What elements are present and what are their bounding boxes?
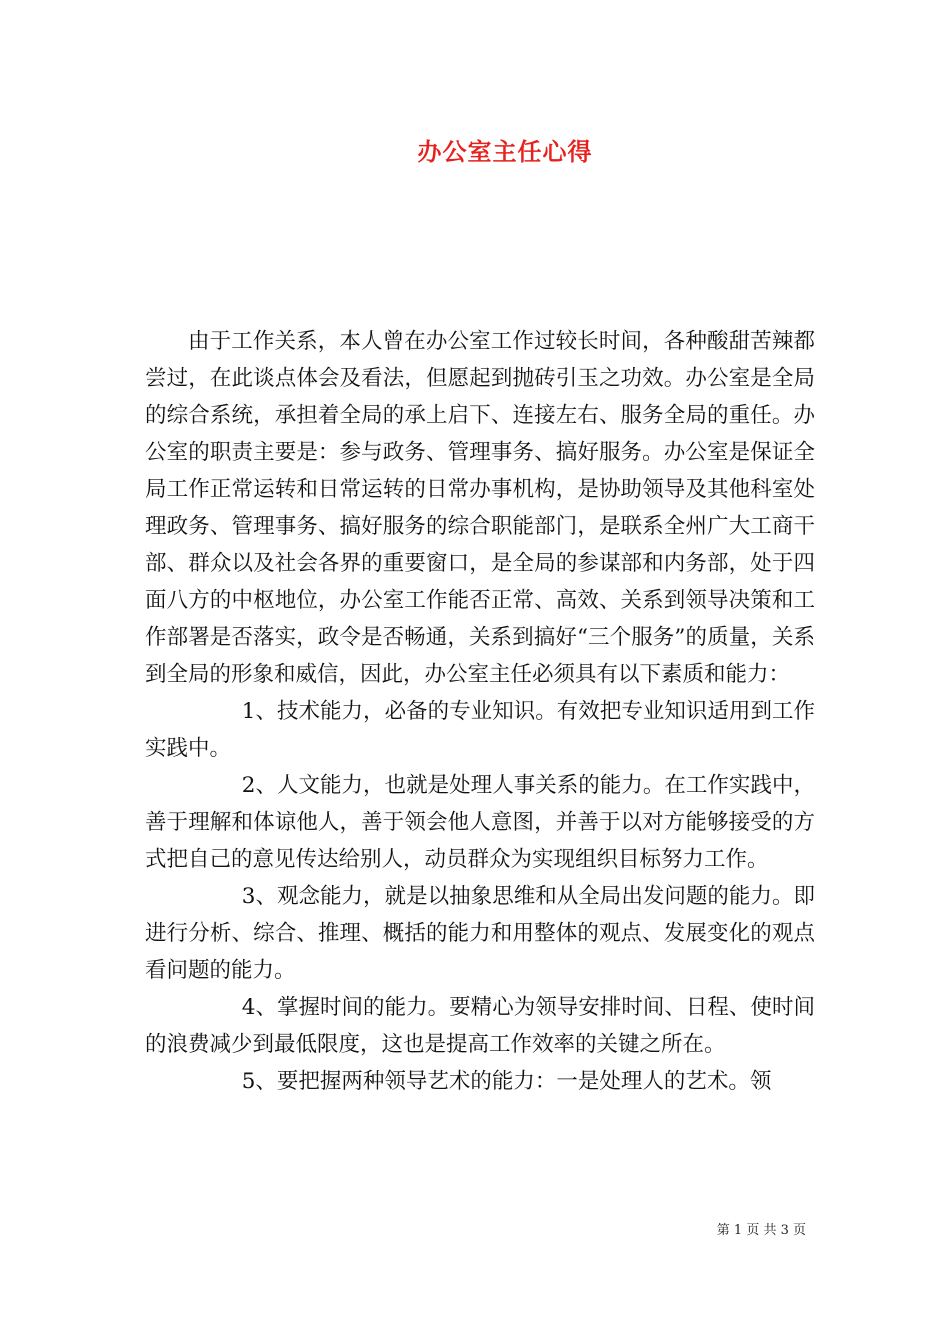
paragraph-item-5: 5、要把握两种领导艺术的能力：一是处理人的艺术。领	[241, 1069, 772, 1094]
page-title: 办公室主任心得	[417, 137, 593, 166]
paragraph-item-4: 4、掌握时间的能力。要精心为领导安排时间、日程、使时间的浪费减少到最低限度，这也是提高工作效率的关键之所在。	[145, 995, 815, 1057]
paragraph-intro: 由于工作关系，本人曾在办公室工作过较长时间，各种酸甜苦辣都尝过，在此谈点体会及看法，但愿起到抛砖引玉之功效。办公室是全局的综合系统，承担着全局的承上启下、连接左右、服务全局的重任。办公室的职责主要是：参与政务、管理事务、搞好服务。办公室是保证全局工作正常运转和日常运转的日常办事机构，是协助领导及其他科室处理政务、管理事务、搞好服务的综合职能部门，是联系全州广大工商干部、群众以及社会各界的重要窗口，是全局的参谋部和内务部，处于四面八方的中枢地位，办公室工作能否正常、高效、关系到领导决策和工作部署是否落实，政令是否畅通，关系到搞好“三个服务”的质量，关系到全局的形象和威信，因此，办公室主任必须具有以下素质和能力：	[145, 329, 815, 687]
paragraph-item-1: 1、技术能力，必备的专业知识。有效把专业知识适用到工作实践中。	[145, 699, 815, 761]
document-body	[145, 323, 815, 1100]
paragraph-item-3: 3、观念能力，就是以抽象思维和从全局出发问题的能力。即进行分析、综合、推理、概括的能力和用整体的观点、发展变化的观点看问题的能力。	[145, 884, 815, 983]
paragraph-item-2: 2、人文能力，也就是处理人事关系的能力。在工作实践中，善于理解和体谅他人，善于领会他人意图，并善于以对方能够接受的方式把自己的意见传达给别人，动员群众为实现组织目标努力工作。	[145, 773, 815, 872]
page-number-footer: 第 1 页 共 3 页	[716, 1223, 806, 1238]
